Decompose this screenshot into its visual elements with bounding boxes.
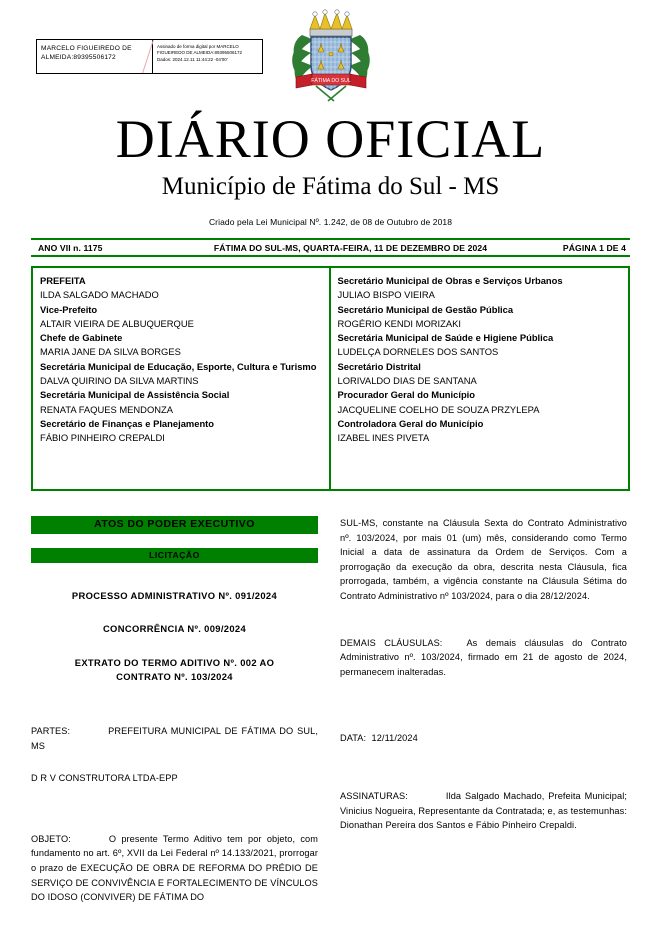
official-name: IZABEL INES PIVETA (337, 432, 430, 444)
data-value: 12/11/2024 (371, 733, 418, 744)
page-title: DIÁRIO OFICIAL (115, 109, 546, 169)
section-banner-atos: ATOS DO PODER EXECUTIVO (31, 516, 318, 534)
doc-title-processo: PROCESSO ADMINISTRATIVO Nº. 091/2024 (71, 590, 278, 601)
digital-signature-box (36, 39, 263, 74)
official-entry (338, 360, 622, 389)
official-role: Secretário Municipal de Obras e Serviços Urbanos (337, 275, 563, 286)
official-name: LORIVALDO DIAS DE SANTANA (337, 375, 477, 387)
assinaturas-label: ASSINATURAS: (340, 790, 408, 801)
partes-value: PREFEITURA MUNICIPAL DE FÁTIMA DO SUL, MS (31, 726, 318, 751)
official-role: Controladora Geral do Município (337, 417, 484, 429)
official-role: PREFEITA (40, 275, 86, 286)
official-name: ILDA SALGADO MACHADO (40, 289, 159, 301)
signature-detail-line2: FIGUEIREDO DE ALMEIDA:89395506172 (157, 50, 243, 56)
official-name: LUDELÇA DORNELES DOS SANTOS (337, 346, 499, 358)
crest-ribbon-text: FÁTIMA DO SUL (310, 78, 351, 84)
official-role: Vice-Prefeito (40, 303, 98, 315)
official-name: ALTAIR VIEIRA DE ALBUQUERQUE (40, 317, 194, 329)
official-name: JULIAO BISPO VIEIRA (337, 289, 435, 301)
officials-column-left (33, 268, 331, 489)
objeto-continuation-paragraph: SUL-MS, constante na Cláusula Sexta do Contrato Administrativo nº. 103/2024, por mais 01 (um) mês, considerando como Termo Inicial a data de assinatura da Ordem de Serviços. Com a prorrogação da execução da obra, descrita nesta Cláusula, fica prorrogada, também, a vigência constante na Cláusula Sétima do Contrato Administrativo nº 103/2024, para o dia 28/12/2024. (340, 518, 627, 601)
body-column-right (340, 516, 627, 905)
signature-signer (37, 40, 152, 73)
data-label: DATA: (340, 733, 367, 744)
body-column-left (31, 516, 318, 905)
official-entry (40, 360, 322, 389)
official-name: ROGÉRIO KENDI MORIZAKI (337, 317, 461, 329)
official-entry (40, 417, 322, 446)
creation-law-text: Criado pela Lei Municipal Nº. 1.242, de 08 de Outubro de 2018 (208, 217, 453, 227)
official-entry (40, 388, 322, 417)
officials-column-right (331, 268, 629, 489)
official-role: Secretário Distrital (337, 360, 421, 372)
issue-number: ANO VII n. 1175 (38, 242, 103, 253)
official-name: RENATA FAQUES MENDONZA (40, 403, 173, 415)
signature-detail-line3: Dados: 2024.12.11 11:44:22 -04'00' (157, 56, 228, 62)
official-role: Procurador Geral do Município (337, 389, 476, 401)
contratada-paragraph: D R V CONSTRUTORA LTDA-EPP (31, 773, 178, 784)
body-columns (31, 516, 630, 905)
demais-clausulas-label: DEMAIS CLÁUSULAS: (340, 637, 443, 648)
signature-signer-line2: ALMEIDA:89395506172 (41, 54, 116, 62)
official-role: Secretária Municipal de Educação, Esporte, Cultura e Turismo (40, 360, 317, 372)
page-counter: PÁGINA 1 DE 4 (562, 242, 626, 253)
official-role: Secretária Municipal de Saúde e Higiene Pública (337, 332, 554, 344)
official-entry (338, 388, 622, 417)
official-entry (40, 331, 322, 360)
doc-title-concorrencia: CONCORRÊNCIA Nº. 009/2024 (102, 623, 247, 634)
partes-label: PARTES: (31, 726, 71, 736)
official-name: MARIA JANE DA SILVA BORGES (40, 346, 181, 358)
page-subtitle: Município de Fátima do Sul - MS (161, 173, 500, 200)
signature-details (152, 40, 262, 73)
objeto-label: OBJETO: (31, 833, 71, 844)
official-entry (40, 274, 322, 303)
objeto-value: O presente Termo Aditivo tem por objeto, com fundamento no art. 6º, XVII da Lei Federal nº 14.133/2021, prorrogar o prazo de EXECUÇÃO DE OBRA DE REFORMA DO PRÉDIO DE SERVIÇO DE CONVIVÊNCIA E FORTALECIMENTO DE VÍNCULOS DO IDOSO (CONVIVER) DE FÁTIMA DO (31, 833, 318, 903)
official-entry (338, 331, 622, 360)
doc-title-extrato-line2: CONTRATO Nº. 103/2024 (116, 671, 233, 682)
official-role: Secretário Municipal de Gestão Pública (337, 303, 514, 315)
signature-signer-line1: MARCELO FIGUEIREDO DE (41, 45, 132, 52)
official-entry (338, 417, 622, 446)
issue-info-bar (31, 238, 630, 257)
official-name: JACQUELINE COELHO DE SOUZA PRZYLEPA (337, 403, 540, 415)
objeto-paragraph (31, 832, 318, 905)
demais-clausulas-paragraph (340, 636, 627, 680)
demais-clausulas-value: As demais cláusulas do Contrato Administrativo nº. 103/2024, firmado em 21 de agosto de 2024, permanecem inalteradas. (340, 637, 627, 677)
assinaturas-paragraph (340, 789, 627, 833)
partes-paragraph (31, 724, 318, 753)
official-role: Chefe de Gabinete (40, 332, 123, 344)
signature-detail-line1: Assinado de forma digital por MARCELO (157, 44, 239, 49)
officials-table (31, 266, 630, 491)
official-entry (338, 303, 622, 332)
official-entry (338, 274, 622, 303)
issue-date: FÁTIMA DO SUL-MS, QUARTA-FEIRA, 11 DE DEZEMBRO DE 2024 (213, 242, 488, 253)
official-name: DALVA QUIRINO DA SILVA MARTINS (40, 375, 199, 387)
doc-title-extrato (31, 656, 318, 684)
assinaturas-value: Ilda Salgado Machado, Prefeita Municipal; Vinicius Nogueira, Representante da Contratada; e, as testemunhas: Dionathan Pereira dos Santos e Fábio Pinheiro Crepaldi. (340, 790, 627, 831)
data-paragraph (340, 731, 627, 746)
official-entry (40, 303, 322, 332)
coat-of-arms-icon (288, 2, 374, 104)
official-role: Secretário de Finanças e Planejamento (40, 417, 215, 429)
official-role: Secretária Municipal de Assistência Social (40, 389, 230, 401)
masthead (31, 0, 630, 108)
section-banner-licitacao: LICITAÇÃO (31, 548, 318, 563)
doc-title-extrato-line1: EXTRATO DO TERMO ADITIVO Nº. 002 AO (74, 657, 275, 668)
official-name: FÁBIO PINHEIRO CREPALDI (40, 432, 165, 444)
